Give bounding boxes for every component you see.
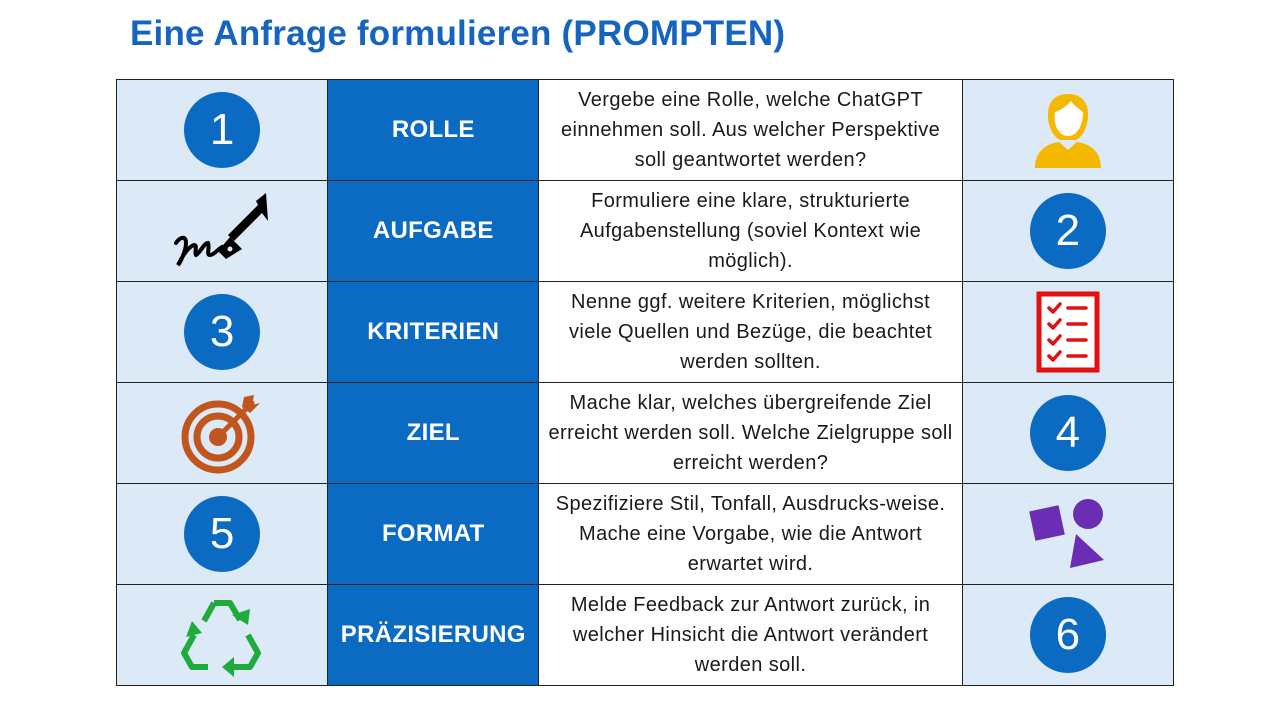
fountain-pen-icon bbox=[172, 191, 272, 271]
recycle-icon bbox=[178, 593, 266, 677]
number-cell bbox=[962, 181, 1173, 282]
step-description: Vergebe eine Rolle, welche ChatGPT einnehmen soll. Aus welcher Perspektive soll geantwortet werden? bbox=[539, 80, 962, 181]
icon-cell bbox=[962, 282, 1173, 383]
step-number-badge: 6 bbox=[1030, 597, 1106, 673]
icon-cell bbox=[117, 585, 328, 686]
table-row bbox=[117, 80, 1174, 181]
step-label: AUFGABE bbox=[328, 181, 539, 282]
step-number-badge: 3 bbox=[184, 294, 260, 370]
icon-cell bbox=[117, 181, 328, 282]
checklist-icon bbox=[1036, 291, 1100, 373]
table-row bbox=[117, 585, 1174, 686]
icon-cell bbox=[962, 80, 1173, 181]
number-cell bbox=[117, 282, 328, 383]
step-label: ROLLE bbox=[328, 80, 539, 181]
prompt-steps-table bbox=[116, 79, 1174, 686]
icon-cell bbox=[962, 484, 1173, 585]
step-label: KRITERIEN bbox=[328, 282, 539, 383]
table-row bbox=[117, 484, 1174, 585]
step-number-badge: 5 bbox=[184, 496, 260, 572]
number-cell bbox=[962, 383, 1173, 484]
icon-cell bbox=[117, 383, 328, 484]
step-description: Melde Feedback zur Antwort zurück, in welcher Hinsicht die Antwort verändert werden soll. bbox=[539, 585, 962, 686]
step-label: FORMAT bbox=[328, 484, 539, 585]
step-description: Formuliere eine klare, strukturierte Aufgabenstellung (soviel Kontext wie möglich). bbox=[539, 181, 962, 282]
table-row bbox=[117, 181, 1174, 282]
step-number-badge: 2 bbox=[1030, 193, 1106, 269]
step-number-badge: 4 bbox=[1030, 395, 1106, 471]
page-title: Eine Anfrage formulieren (PROMPTEN) bbox=[130, 14, 786, 53]
number-cell bbox=[962, 585, 1173, 686]
step-description: Mache klar, welches übergreifende Ziel erreicht werden soll. Welche Zielgruppe soll erreicht werden? bbox=[539, 383, 962, 484]
step-description: Spezifiziere Stil, Tonfall, Ausdrucks-weise. Mache eine Vorgabe, wie die Antwort erwartet wird. bbox=[539, 484, 962, 585]
number-cell bbox=[117, 80, 328, 181]
number-cell bbox=[117, 484, 328, 585]
step-description: Nenne ggf. weitere Kriterien, möglichst viele Quellen und Bezüge, die beachtet werden sollten. bbox=[539, 282, 962, 383]
table-row bbox=[117, 383, 1174, 484]
step-label: ZIEL bbox=[328, 383, 539, 484]
shapes-icon bbox=[1028, 496, 1108, 572]
person-icon bbox=[1033, 90, 1103, 170]
step-label: PRÄZISIERUNG bbox=[328, 585, 539, 686]
step-number-badge: 1 bbox=[184, 92, 260, 168]
table-row bbox=[117, 282, 1174, 383]
target-icon bbox=[180, 391, 264, 475]
